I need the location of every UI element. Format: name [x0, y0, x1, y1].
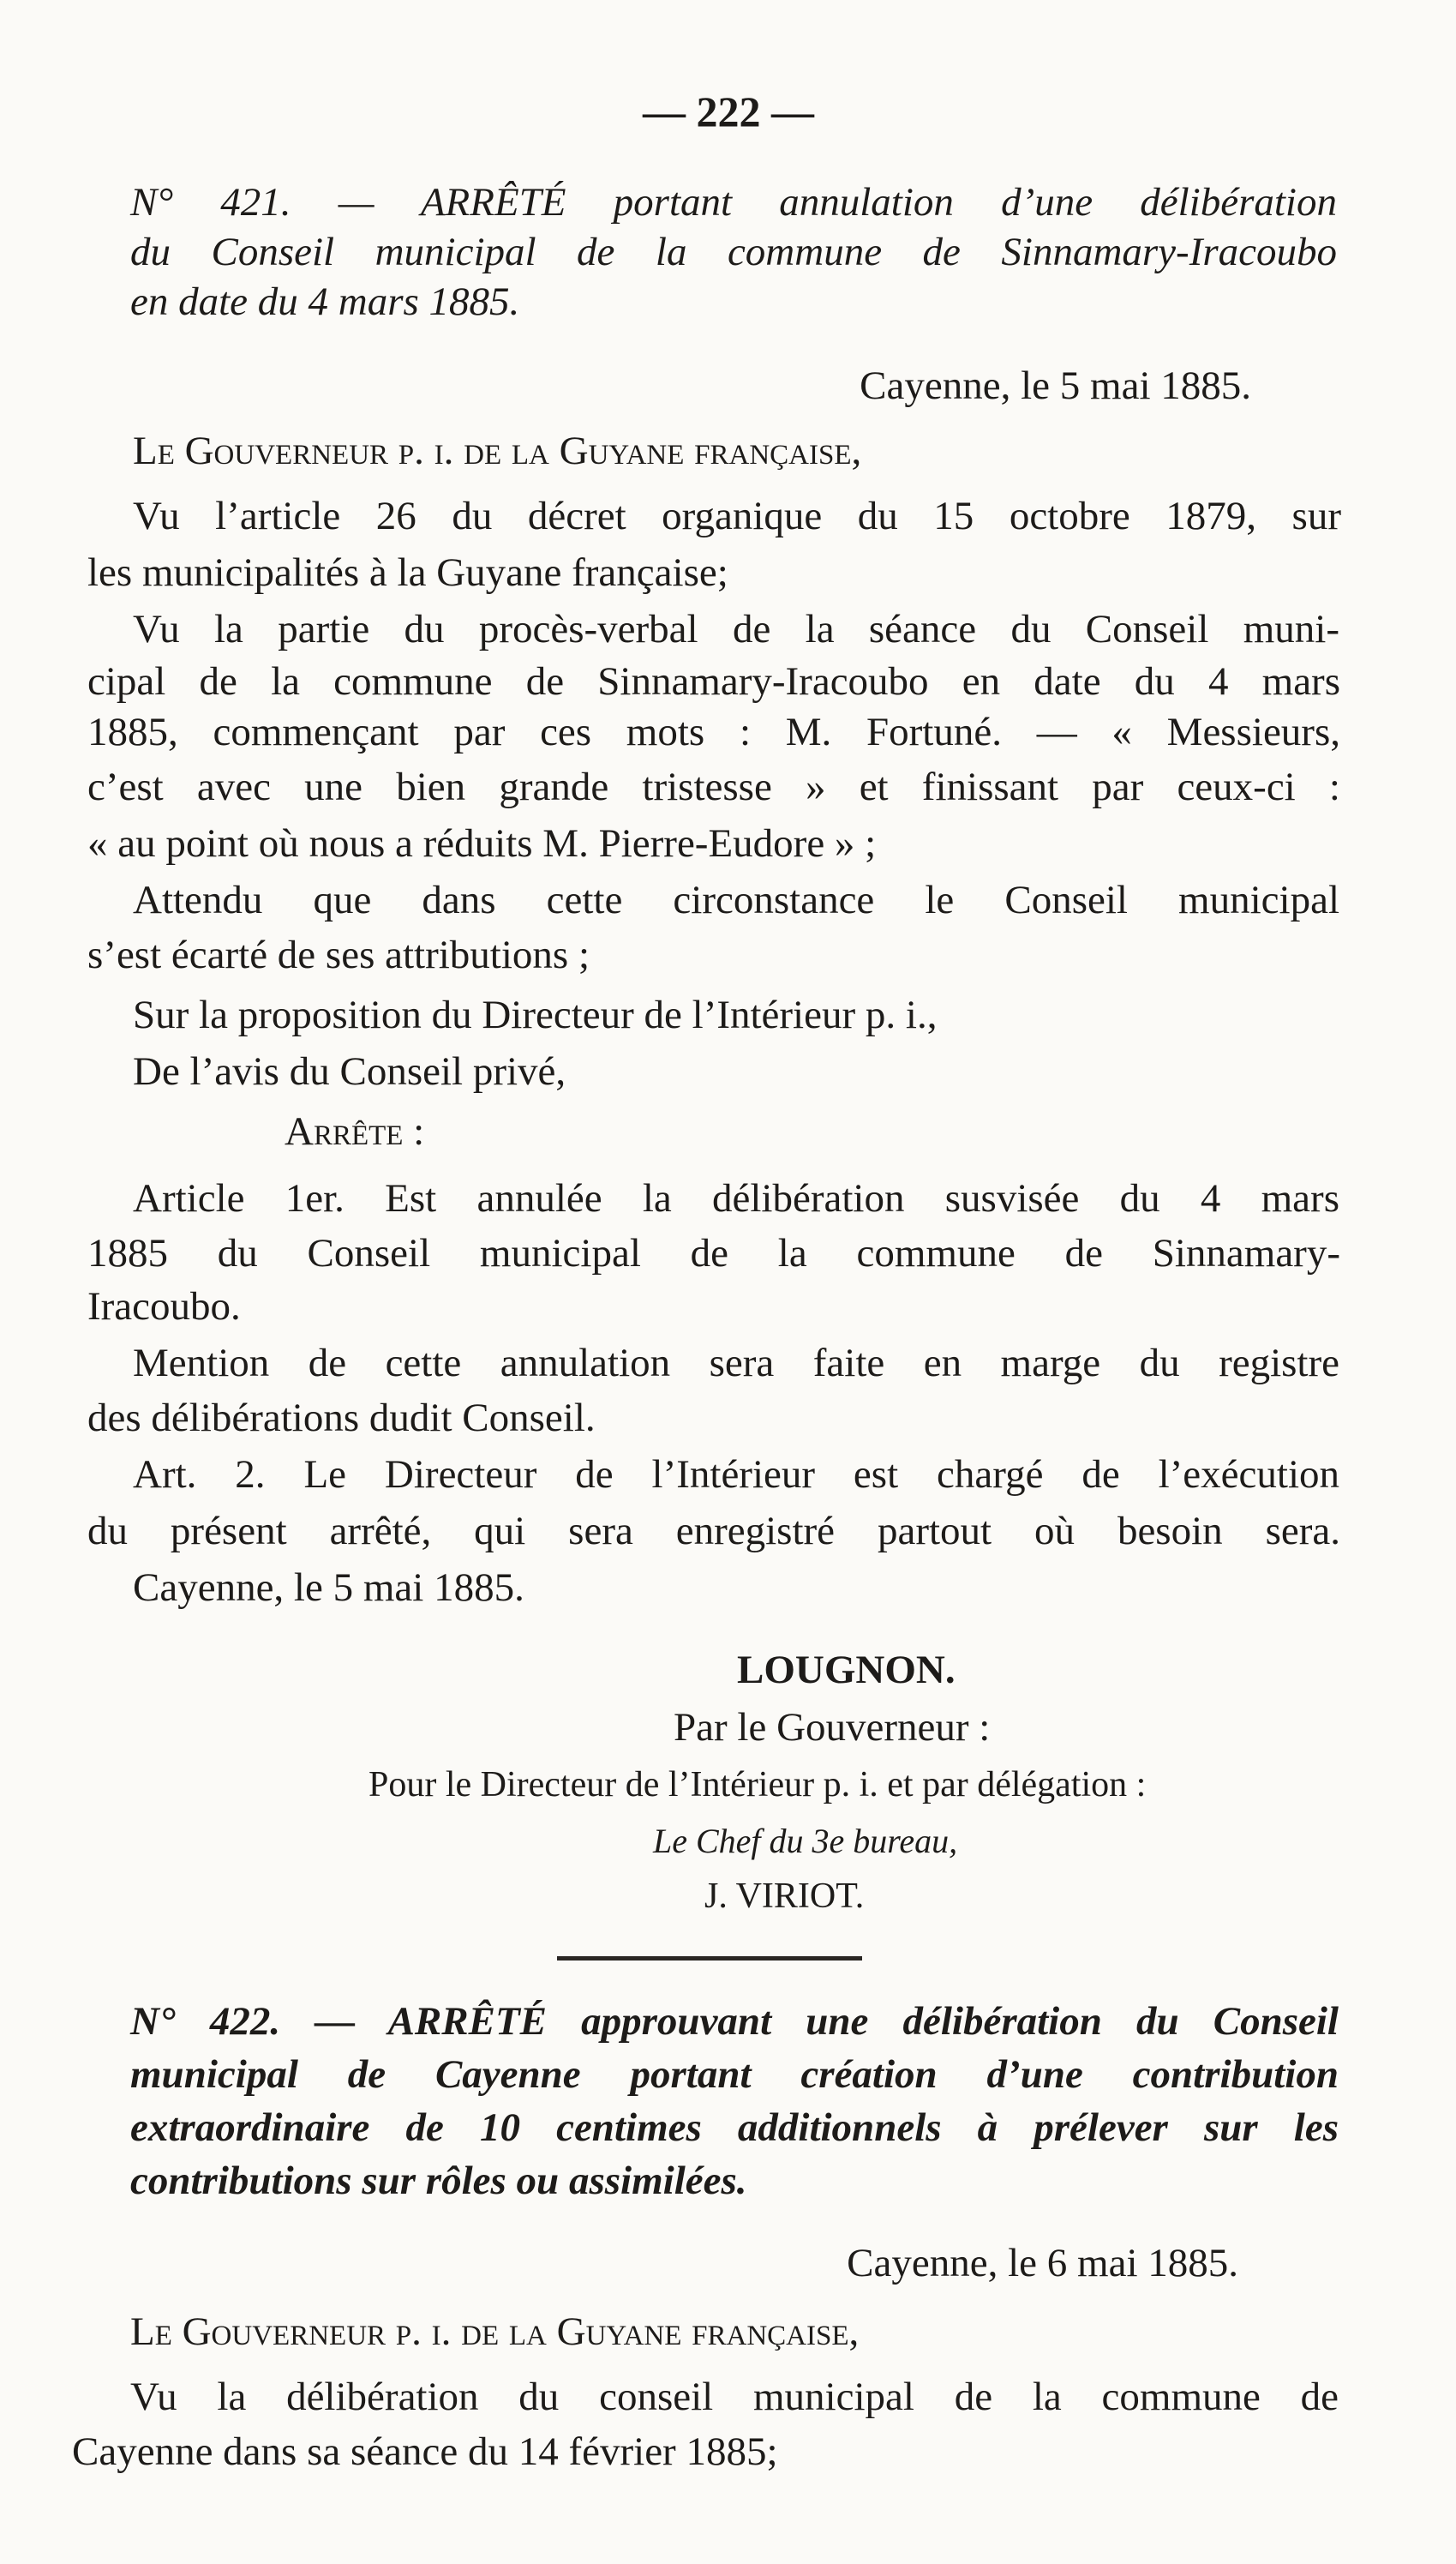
entry-421-body-line-11: Sur la proposition du Directeur de l’Intérieur p. i.,: [133, 993, 938, 1037]
section-divider: [557, 1956, 862, 1961]
entry-421-dateline: Cayenne, le 5 mai 1885.: [860, 363, 1251, 408]
signature-line-4: J. VIRIOT.: [704, 1876, 865, 1916]
entry-422-body-line-1: [130, 2306, 1073, 2357]
entry-421-body-line-6: 1885, commençant par ces mots : M. Fortuné. — « Messieurs,: [87, 710, 1340, 754]
signature-line-3: Le Chef du 3e bureau,: [653, 1822, 958, 1860]
entry-421-body-line-8: « au point où nous a réduits M. Pierre-Eudore » ;: [87, 821, 877, 866]
entry-422-body-line-3: Cayenne dans sa séance du 14 février 1885;: [72, 2429, 778, 2474]
entry-421-body-line-9: Attendu que dans cette circonstance le Conseil municipal: [133, 878, 1339, 922]
entry-421-heading-line-2: du Conseil municipal de la commune de Sinnamary-Iracoubo: [130, 230, 1337, 274]
entry-421-body-line-18: des délibérations dudit Conseil.: [87, 1396, 596, 1440]
entry-421-body-line-1-text: Le Gouverneur p. i. de la Guyane française,: [133, 429, 862, 473]
entry-421-body-line-1: [133, 425, 1076, 477]
entry-421-body-line-4: Vu la partie du procès-verbal de la séance du Conseil muni-: [133, 607, 1339, 652]
entry-421-body-line-17: Mention de cette annulation sera faite en marge du registre: [133, 1341, 1339, 1385]
entry-422-body-line-1-text: Le Gouverneur p. i. de la Guyane française,: [130, 2309, 860, 2354]
page-number: — 222 —: [643, 87, 814, 135]
entry-421-body-line-10: s’est écarté de ses attributions ;: [87, 933, 590, 977]
entry-422-heading-line-4: contributions sur rôles ou assimilées.: [130, 2159, 747, 2203]
signature-line-2: Pour le Directeur de l’Intérieur p. i. et par délégation :: [368, 1765, 1147, 1804]
entry-422-heading-line-2: municipal de Cayenne portant création d’une contribution: [130, 2052, 1339, 2097]
entry-421-body-line-12: De l’avis du Conseil privé,: [133, 1049, 566, 1094]
entry-421-body-line-2: Vu l’article 26 du décret organique du 15 octobre 1879, sur: [133, 494, 1341, 538]
entry-422-heading-line-3: extraordinaire de 10 centimes additionnels à prélever sur les: [130, 2105, 1339, 2150]
entry-421-body-line-20: du présent arrêté, qui sera enregistré partout où besoin sera.: [87, 1509, 1340, 1553]
entry-421-body-line-7: c’est avec une bien grande tristesse » et finissant par ceux-ci :: [87, 765, 1340, 809]
entry-421-heading-line-3: en date du 4 mars 1885.: [130, 279, 520, 324]
entry-422-heading-line-1: N° 422. — ARRÊTÉ approuvant une délibération du Conseil: [130, 1999, 1339, 2044]
entry-421-body-line-5: cipal de la commune de Sinnamary-Iracoubo en date du 4 mars: [87, 659, 1340, 704]
entry-421-body-line-19: Art. 2. Le Directeur de l’Intérieur est chargé de l’exécution: [133, 1452, 1339, 1497]
entry-421-body-line-21: Cayenne, le 5 mai 1885.: [133, 1565, 524, 1610]
entry-421-body-line-15: 1885 du Conseil municipal de la commune de Sinnamary-: [87, 1231, 1340, 1276]
signature-name: LOUGNON.: [737, 1648, 956, 1692]
entry-421-arrete-label: Arrête :: [285, 1109, 425, 1154]
entry-421-body-line-16: Iracoubo.: [87, 1284, 241, 1329]
entry-421-body-line-3: les municipalités à la Guyane française;: [87, 550, 728, 595]
entry-422-body-line-2: Vu la délibération du conseil municipal de la commune de: [130, 2375, 1339, 2419]
entry-421-body-line-14: Article 1er. Est annulée la délibération susvisée du 4 mars: [133, 1176, 1339, 1221]
entry-421-heading-line-1: N° 421. — ARRÊTÉ portant annulation d’une délibération: [130, 180, 1337, 225]
entry-422-dateline: Cayenne, le 6 mai 1885.: [847, 2241, 1238, 2285]
signature-line-1: Par le Gouverneur :: [674, 1705, 991, 1750]
